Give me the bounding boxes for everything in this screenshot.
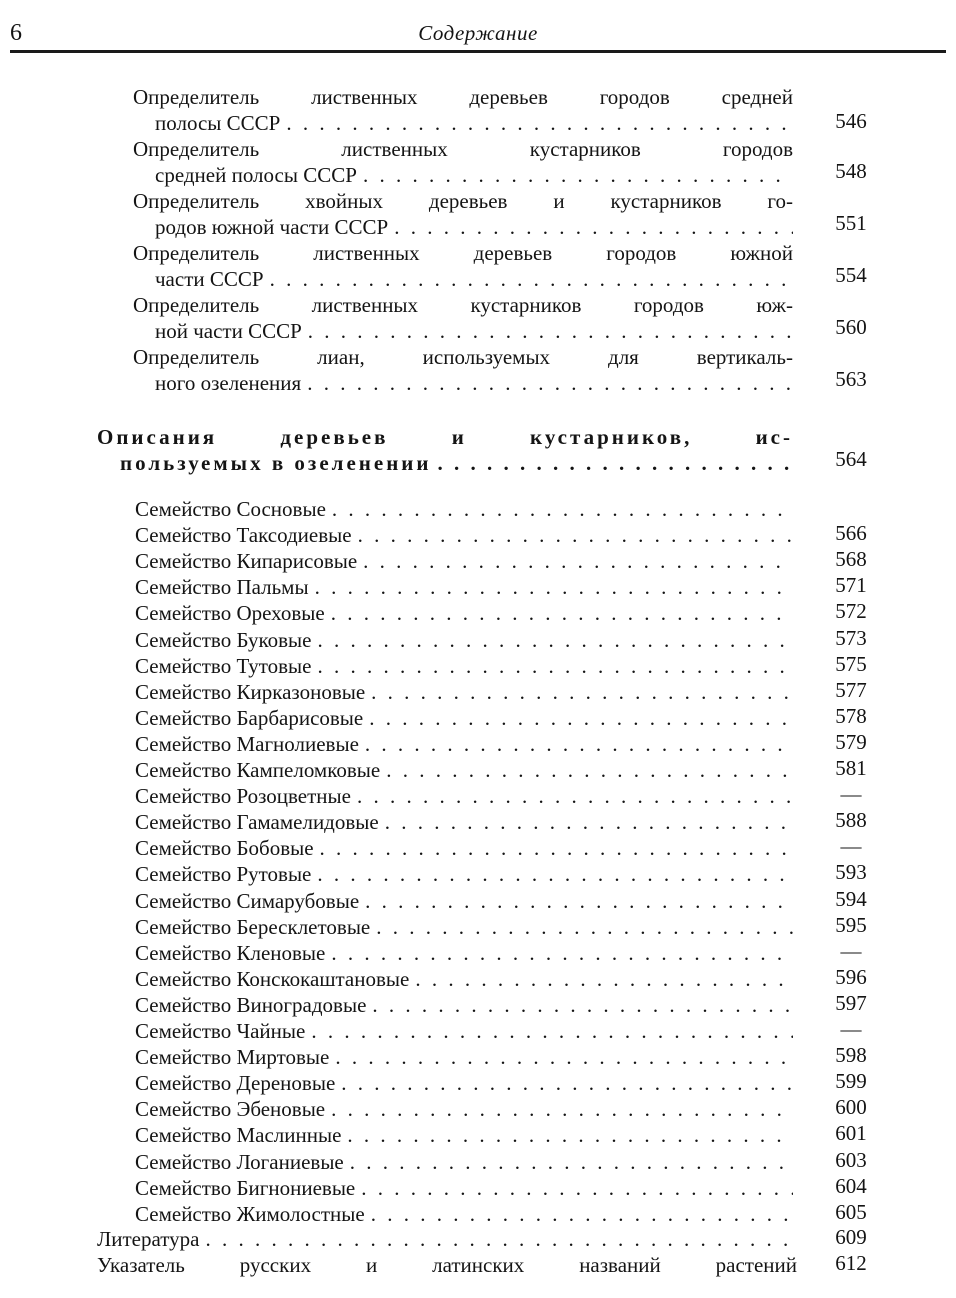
toc-entry-text: Семейство Эбеновые . . .: [135, 1096, 793, 1122]
toc-page-number: 573: [835, 625, 867, 650]
toc-entry-text: полосы СССР . . .: [155, 110, 793, 136]
leader-dots: [332, 496, 793, 522]
toc-page-number: 566: [835, 521, 867, 546]
toc-entry-text: Семейство Виноградовые . . .: [135, 992, 793, 1018]
toc-page-number: —: [840, 782, 862, 807]
toc-page-number: 579: [835, 729, 867, 754]
toc-entry-text: Семейство Миртовые . . .: [135, 1044, 793, 1070]
toc-entry-text: Литература . . .: [97, 1226, 793, 1252]
toc-page-number: 594: [835, 886, 867, 911]
leader-dots: [363, 548, 793, 574]
leader-dots: [438, 450, 793, 476]
toc-page-number: 572: [835, 599, 867, 624]
toc-page-number: 551: [835, 211, 867, 235]
toc-page-number: 601: [835, 1121, 867, 1146]
toc-entry-text: Семейство Бобовые . . .: [135, 835, 793, 861]
leader-dots: [317, 627, 793, 653]
running-title: Содержание: [418, 21, 538, 45]
leader-dots: [386, 757, 793, 783]
toc-entry-text: Семейство Таксодиевые . . .: [135, 522, 793, 548]
leader-dots: [358, 522, 793, 548]
toc-page-number: —: [840, 834, 862, 859]
leader-dots: [415, 966, 793, 992]
toc-entry-text: Семейство Конскокаштановые . . .: [135, 966, 793, 992]
toc-entry-text: Семейство Розоцветные . . .: [135, 783, 793, 809]
leader-dots: [317, 861, 793, 887]
header-rule: [10, 50, 946, 53]
toc-page-number: 571: [835, 573, 867, 598]
toc-entry-text: Семейство Симарубовые . . .: [135, 888, 793, 914]
leader-dots: [311, 1018, 793, 1044]
toc-entry-text: ного озеленения . . .: [155, 370, 793, 396]
toc-entry-text: родов южной части СССР . . .: [155, 214, 793, 240]
toc-page-number: —: [840, 1017, 862, 1041]
leader-dots: [371, 1201, 793, 1227]
section-title: Описания деревьев и кустарников, ис-: [97, 425, 793, 449]
running-header: [10, 18, 946, 50]
leader-dots: [357, 783, 793, 809]
leader-dots: [347, 1122, 793, 1148]
toc-page-number: 588: [835, 808, 867, 833]
toc-page-number: 598: [835, 1043, 867, 1068]
toc-page-number: —: [840, 938, 862, 963]
toc-page-number: 595: [835, 912, 867, 937]
toc-entry-text: Определитель лиственных деревьев городов средней: [133, 85, 793, 109]
leader-dots: [331, 1096, 793, 1122]
toc-page-number: 568: [835, 547, 867, 572]
toc-entry-text: Определитель лиственных кустарников городов юж-: [133, 293, 793, 317]
leader-dots: [376, 914, 793, 940]
toc-entry-text: Семейство Гамамелидовые . . .: [135, 809, 793, 835]
toc-page-number: 596: [835, 964, 867, 989]
toc-entry-text: Семейство Маслинные . . .: [135, 1122, 793, 1148]
toc-page-number: 578: [835, 703, 867, 728]
leader-dots: [363, 162, 793, 188]
toc-entry-text: Семейство Бигнониевые . . .: [135, 1175, 793, 1201]
leader-dots: [365, 731, 793, 757]
toc-entry-text: Семейство Буковые . . .: [135, 627, 793, 653]
leader-dots: [361, 1175, 793, 1201]
toc-page-number: 560: [835, 315, 867, 339]
leader-dots: [320, 835, 793, 861]
leader-dots: [341, 1070, 793, 1096]
toc-entry-text: Семейство Кленовые . . .: [135, 940, 793, 966]
toc-entry-text: Семейство Дереновые . . .: [135, 1070, 793, 1096]
leader-dots: [315, 574, 793, 600]
toc-page-number: 612: [835, 1251, 867, 1275]
toc-page-number: 603: [835, 1147, 867, 1172]
leader-dots: [369, 705, 793, 731]
toc-entry-text: Определитель лиан, используемых для вертикаль-: [133, 345, 793, 369]
toc-entry-text: Указатель русских и латинских названий растений: [97, 1253, 797, 1277]
toc-entry-text: Семейство Жимолостные . . .: [135, 1201, 793, 1227]
leader-dots: [394, 214, 793, 240]
leader-dots: [371, 679, 793, 705]
toc-entry-text: Семейство Магнолиевые . . .: [135, 731, 793, 757]
leader-dots: [317, 653, 793, 679]
leader-dots: [372, 992, 793, 1018]
toc-entry-text: Семейство Бересклетовые . . .: [135, 914, 793, 940]
leader-dots: [385, 809, 793, 835]
toc-entry-text: средней полосы СССР . . .: [155, 162, 793, 188]
toc-entry-text: Семейство Барбарисовые . . .: [135, 705, 793, 731]
toc-page-number: 609: [835, 1225, 867, 1249]
toc-page-number: 581: [835, 756, 867, 780]
leader-dots: [270, 266, 793, 292]
leader-dots: [286, 110, 793, 136]
toc-page-number: 605: [835, 1199, 867, 1224]
leader-dots: [205, 1226, 793, 1252]
leader-dots: [331, 940, 793, 966]
leader-dots: [350, 1149, 793, 1175]
page-number: 6: [10, 20, 22, 46]
toc-page-number: 600: [835, 1095, 867, 1120]
toc-entry-text: Семейство Кампеломковые . . .: [135, 757, 793, 783]
toc-entry-text: Определитель хвойных деревьев и кустарников го-: [133, 189, 793, 213]
toc-entry-text: Семейство Тутовые . . .: [135, 653, 793, 679]
toc-page-number: 546: [835, 109, 867, 133]
toc-entry-text: Определитель лиственных деревьев городов южной: [133, 241, 793, 265]
leader-dots: [331, 600, 793, 626]
toc-entry-text: Семейство Чайные . . .: [135, 1018, 793, 1044]
toc-entry-text: части СССР . . .: [155, 266, 793, 292]
toc-entry-text: Семейство Ореховые . . .: [135, 600, 793, 626]
toc-page-number: 575: [835, 651, 867, 676]
toc-page-number: 593: [835, 860, 867, 885]
toc-page-number: 548: [835, 159, 867, 183]
toc-entry-text: Семейство Кипарисовые . . .: [135, 548, 793, 574]
section-title: пользуемых в озеленении . . .: [120, 450, 793, 476]
leader-dots: [307, 370, 793, 396]
toc-page-number: 604: [835, 1173, 867, 1198]
toc-page-number: 597: [835, 990, 867, 1015]
leader-dots: [308, 318, 793, 344]
leader-dots: [335, 1044, 793, 1070]
toc-entry-text: Определитель лиственных кустарников городов: [133, 137, 793, 161]
toc-entry-text: Семейство Кирказоновые . . .: [135, 679, 793, 705]
toc-page-number: 554: [835, 263, 867, 287]
toc-entry-text: Семейство Логаниевые . . .: [135, 1149, 793, 1175]
toc-entry-text: Семейство Сосновые . . .: [135, 496, 793, 522]
toc-entry-text: ной части СССР . . .: [155, 318, 793, 344]
toc-page-number: 599: [835, 1069, 867, 1094]
toc-entry-text: Семейство Пальмы . . .: [135, 574, 793, 600]
leader-dots: [365, 888, 793, 914]
toc-entry-text: Семейство Рутовые . . .: [135, 861, 793, 887]
toc-page-number: 564: [835, 447, 867, 471]
toc-page-number: 563: [835, 367, 867, 391]
toc-page-number: 577: [835, 677, 867, 702]
